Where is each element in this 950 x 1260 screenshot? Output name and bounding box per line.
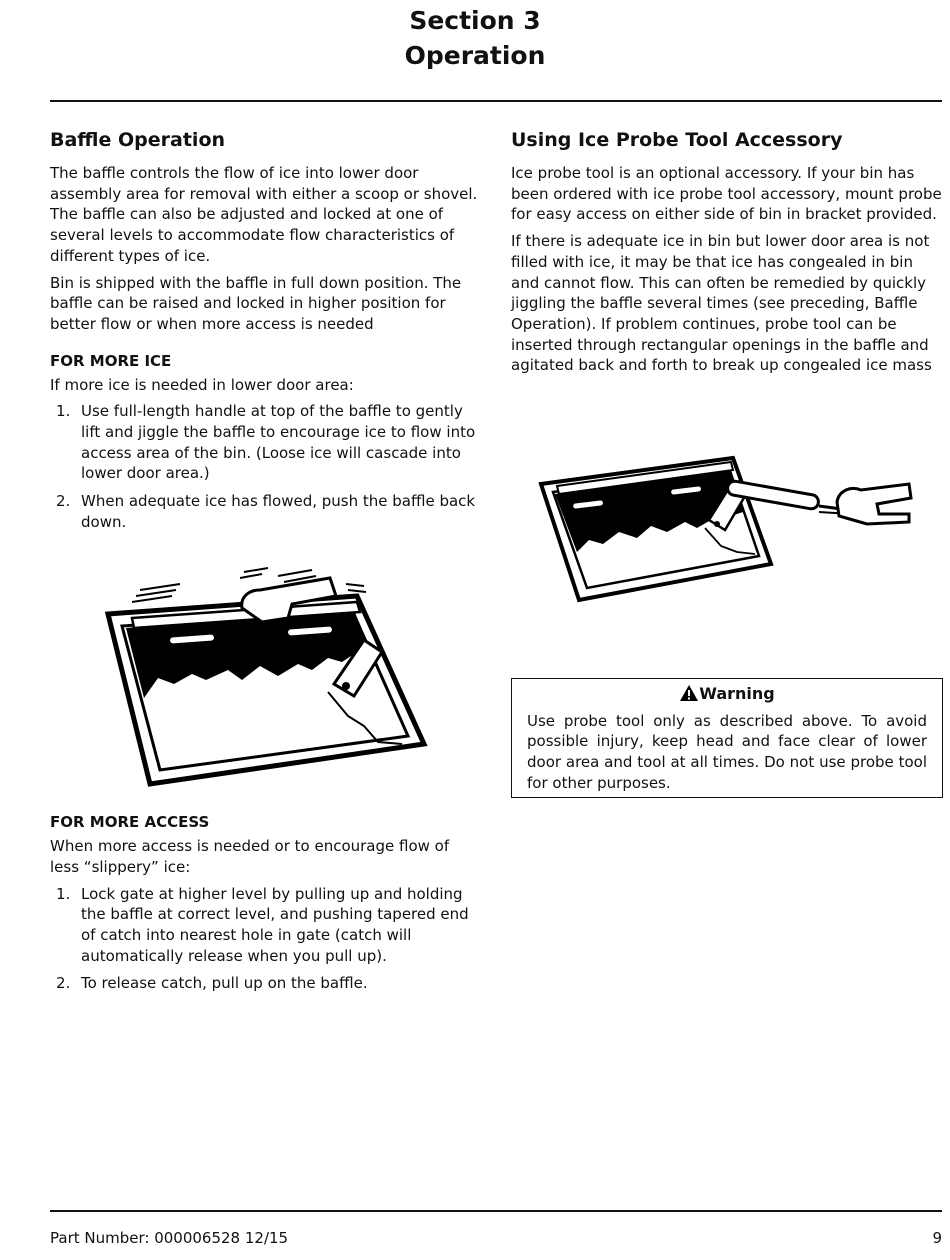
list-item — [50, 973, 482, 994]
more-access-steps — [50, 884, 482, 995]
left-column — [50, 127, 482, 1001]
step-number: 2. — [56, 492, 71, 511]
warning-title-text: Warning — [699, 683, 775, 703]
list-item — [50, 491, 482, 532]
part-number: Part Number: 000006528 12/15 — [50, 1229, 289, 1247]
probe-paragraph-2: If there is adequate ice in bin but lower door area is not filled with ice, it may be that ice has congealed in bin and cannot flow. This can often be remedied by quickly jiggling the baffle several times (see preceding, Baffle Operation). If problem continues, probe tool can be inserted through rectangular openings in the baffle and agitated back and forth to break up congealed ice mass — [511, 232, 932, 375]
step-text: Lock gate at higher level by pulling up and holding the baffle at correct level, and pushing tapered end of catch into nearest hole in gate (catch will automatically release when you pull up). — [81, 884, 469, 965]
step-text: To release catch, pull up on the baffle. — [81, 974, 368, 993]
footer-rule — [50, 1210, 942, 1212]
warning-text: Use probe tool only as described above. To avoid possible injury, keep head and face clear of lower door area and tool at all times. Do not use probe tool for other purposes. — [527, 711, 927, 792]
baffle-paragraph-2: Bin is shipped with the baffle in full down position. The baffle can be raised and locked in higher position for better flow or when more access is needed — [50, 273, 462, 333]
step-text: When adequate ice has flowed, push the baffle back down. — [81, 492, 476, 531]
step-number: 1. — [56, 402, 71, 421]
baffle-illustration — [102, 566, 432, 791]
more-ice-heading: FOR MORE ICE — [50, 351, 172, 370]
list-item — [50, 884, 482, 967]
section-title: Operation — [404, 41, 546, 70]
more-ice-intro: If more ice is needed in lower door area: — [50, 375, 354, 394]
step-number: 1. — [56, 884, 71, 903]
baffle-paragraph-1: The baffle controls the flow of ice into lower door assembly area for removal with either a scoop or shovel. The baffle can also be adjusted and locked at one of several levels to accommodate flow characteristics of different types of ice. — [50, 164, 478, 265]
header-rule — [50, 100, 942, 102]
section-number: Section 3 — [409, 6, 541, 35]
more-access-intro: When more access is needed or to encourage flow of less “slippery” ice: — [50, 837, 450, 876]
warning-title — [527, 682, 927, 706]
list-item — [50, 401, 482, 484]
more-ice-steps — [50, 401, 482, 532]
step-text: Use full-length handle at top of the baffle to gently lift and jiggle the baffle to encourage ice to flow into access area of the bin. (Loose ice will cascade into lower door area.) — [81, 402, 476, 483]
warning-box — [511, 678, 943, 798]
more-access-heading: FOR MORE ACCESS — [50, 813, 210, 832]
section-header — [0, 3, 950, 73]
probe-tool-illustration — [537, 454, 917, 614]
baffle-operation-heading: Baffle Operation — [50, 129, 226, 151]
right-column — [511, 127, 943, 798]
step-number: 2. — [56, 974, 71, 993]
warning-triangle-icon — [679, 684, 699, 702]
probe-paragraph-1: Ice probe tool is an optional accessory. If your bin has been ordered with ice probe tool accessory, mount probe for easy access on either side of bin in bracket provided. — [511, 164, 942, 224]
ice-probe-heading: Using Ice Probe Tool Accessory — [511, 129, 843, 151]
page-number: 9 — [932, 1229, 942, 1247]
